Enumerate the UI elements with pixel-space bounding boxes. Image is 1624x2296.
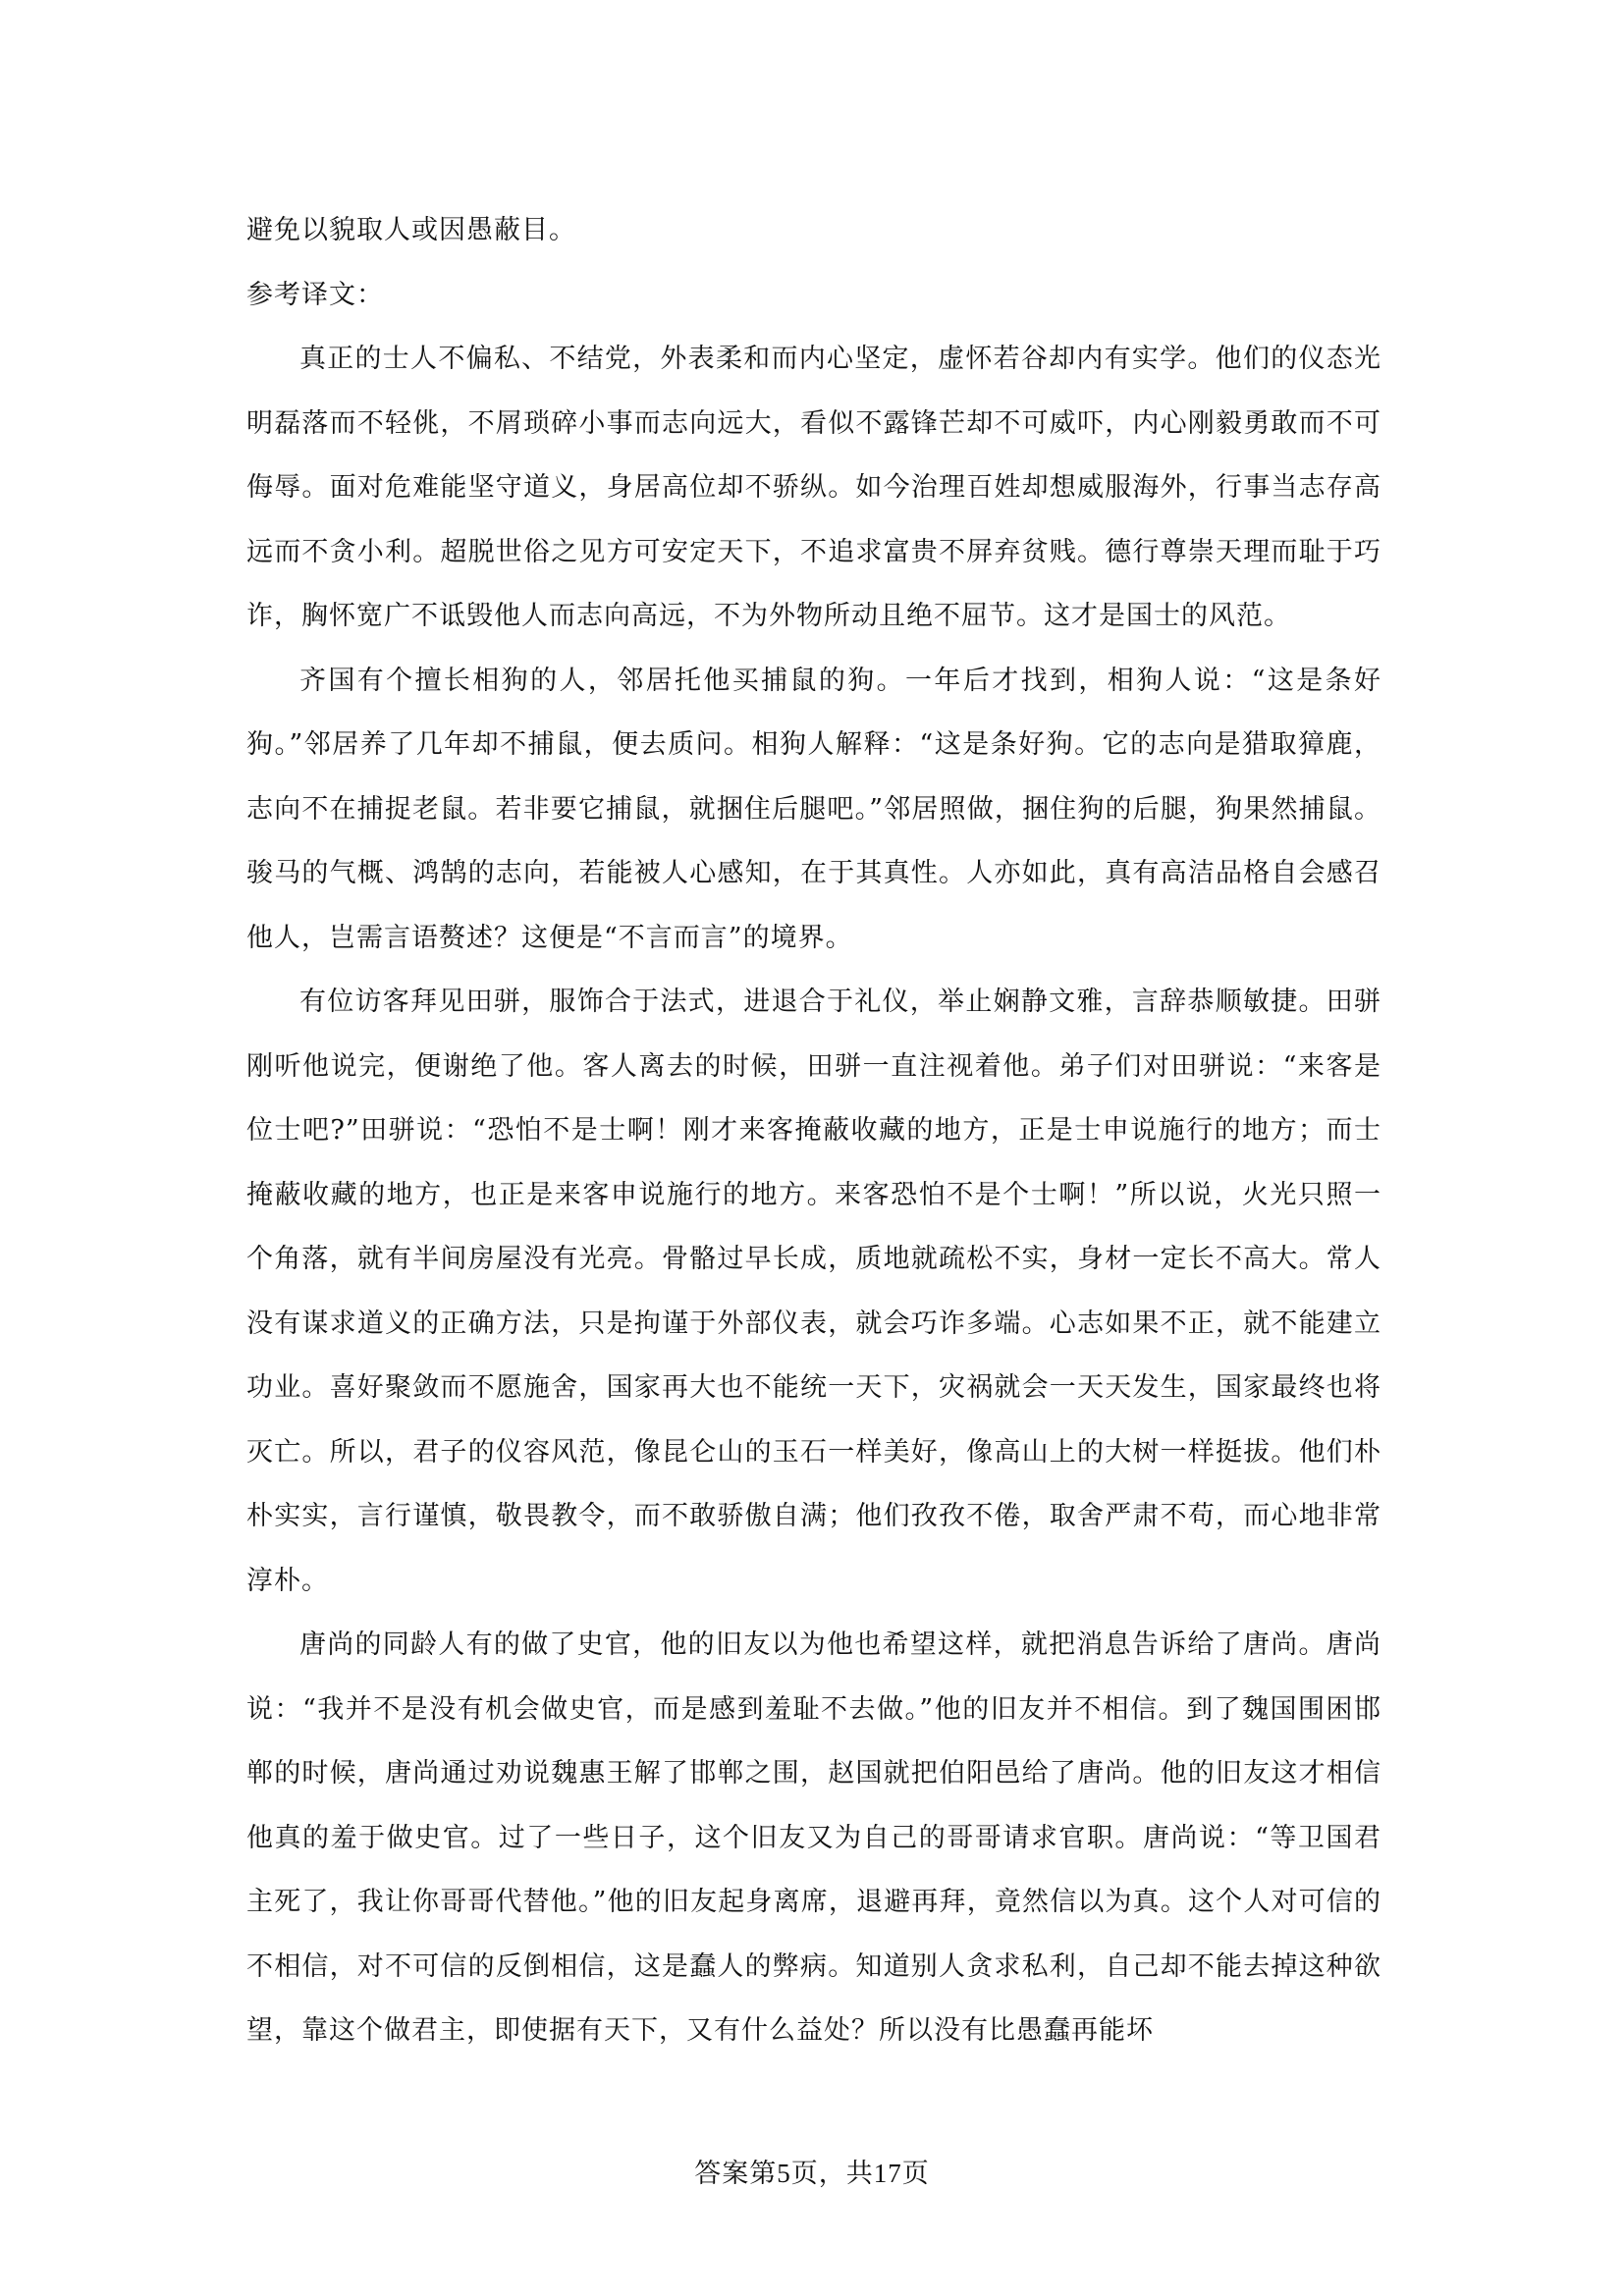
paragraph-3: 有位访客拜见田骈，服饰合于法式，进退合于礼仪，举止娴静文雅，言辞恭顺敏捷。田骈刚听他说完，便谢绝了他。客人离去的时候，田骈一直注视着他。弟子们对田骈说：“来客是位士吧?”田骈说：“恐怕不是士啊！刚才来客掩蔽收藏的地方，正是士申说施行的地方；而士掩蔽收藏的地方，也正是来客申说施行的地方。来客恐怕不是个士啊！”所以说，火光只照一个角落，就有半间房屋没有光亮。骨骼过早长成，质地就疏松不实，身材一定长不高大。常人没有谋求道义的正确方法，只是拘谨于外部仪表，就会巧诈多端。心志如果不正，就不能建立功业。喜好聚敛而不愿施舍，国家再大也不能统一天下，灾祸就会一天天发生，国家最终也将灭亡。所以，君子的仪容风范，像昆仑山的玉石一样美好，像高山上的大树一样挺拔。他们朴朴实实，言行谨慎，敬畏教令，而不敢骄傲自满；他们孜孜不倦，取舍严肃不苟，而心地非常淳朴。 (246, 987, 1381, 1596)
section-label: 参考译文： (246, 279, 384, 310)
paragraph-1: 真正的士人不偏私、不结党，外表柔和而内心坚定，虚怀若谷却内有实学。他们的仪态光明磊落而不轻佻，不屑琐碎小事而志向远大，看似不露锋芒却不可威吓，内心刚毅勇敢而不可侮辱。面对危难能坚守道义，身居高位却不骄纵。如今治理百姓却想威服海外，行事当志存高远而不贪小利。超脱世俗之见方可安定天下，不追求富贵不屏弃贫贱。德行尊崇天理而耻于巧诈，胸怀宽广不诋毁他人而志向高远，不为外物所动且绝不屈节。这才是国士的风范。 (246, 344, 1381, 631)
paragraph-2: 齐国有个擅长相狗的人，邻居托他买捕鼠的狗。一年后才找到，相狗人说：“这是条好狗。”邻居养了几年却不捕鼠，便去质问。相狗人解释：“这是条好狗。它的志向是猎取獐鹿，志向不在捕捉老鼠。若非要它捕鼠，就捆住后腿吧。”邻居照做，捆住狗的后腿，狗果然捕鼠。骏马的气概、鸿鹄的志向，若能被人心感知，在于其真性。人亦如此，真有高洁品格自会感召他人，岂需言语赘述？这便是“不言而言”的境界。 (246, 665, 1381, 953)
paragraph-4: 唐尚的同龄人有的做了史官，他的旧友以为他也希望这样，就把消息告诉给了唐尚。唐尚说：“我并不是没有机会做史官，而是感到羞耻不去做。”他的旧友并不相信。到了魏国围困邯郸的时候，唐尚通过劝说魏惠王解了邯郸之围，赵国就把伯阳邑给了唐尚。他的旧友这才相信他真的羞于做史官。过了一些日子，这个旧友又为自己的哥哥请求官职。唐尚说：“等卫国君主死了，我让你哥哥代替他。”他的旧友起身离席，退避再拜，竟然信以为真。这个人对可信的不相信，对不可信的反倒相信，这是蠢人的弊病。知道别人贪求私利，自己却不能去掉这种欲望，靠这个做君主，即使据有天下，又有什么益处？所以没有比愚蠢再能坏 (246, 1629, 1381, 2046)
document-body (246, 198, 1381, 2063)
lead-line: 避免以貌取人或因愚蔽目。 (246, 215, 576, 245)
page-footer: 答案第5页，共17页 (694, 2159, 930, 2188)
